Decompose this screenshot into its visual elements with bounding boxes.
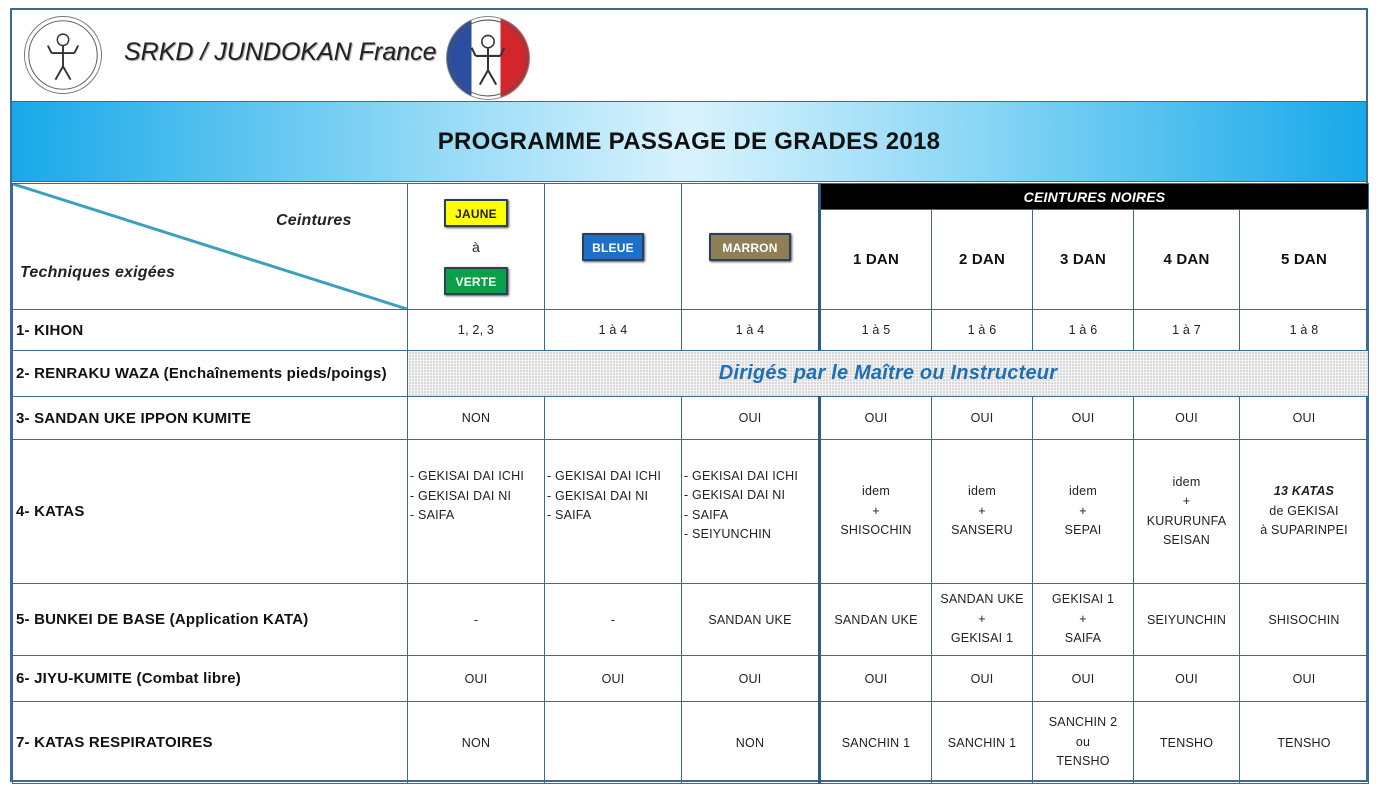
grades-table xyxy=(12,183,1369,784)
table-row-sandan xyxy=(13,397,1369,440)
kata-item: - SAIFA xyxy=(684,507,729,522)
kata-item: - SAIFA xyxy=(410,508,455,523)
kata-item: - GEKISAI DAI ICHI xyxy=(684,468,799,483)
katas-dan2-cell xyxy=(932,440,1033,584)
cell: OUI xyxy=(408,656,545,702)
belts-label: Ceintures xyxy=(276,212,352,229)
kata-item: SANSERU xyxy=(951,523,1013,538)
row-label-bunkei: 5- BUNKEI DE BASE (Application KATA) xyxy=(13,584,408,656)
row-label-sandan: 3- SANDAN UKE IPPON KUMITE xyxy=(13,397,408,440)
katas-bleue-cell xyxy=(545,440,682,584)
cell: OUI xyxy=(820,656,932,702)
kata-item: - GEKISAI DAI NI xyxy=(684,488,786,502)
kata-item: - GEKISAI DAI ICHI xyxy=(410,469,525,484)
table-row-bunkei xyxy=(13,584,1369,656)
cell: 1 à 7 xyxy=(1134,310,1240,351)
table-row-jiyu xyxy=(13,656,1369,702)
kata-item: - GEKISAI DAI ICHI xyxy=(547,469,662,484)
kata-plus: + xyxy=(1182,494,1191,508)
cell xyxy=(545,397,682,440)
cell: TENSHO xyxy=(1134,702,1240,784)
dan-2-header: 2 DAN xyxy=(932,210,1033,310)
respi-dan3-cell xyxy=(1033,702,1134,784)
cell: 1, 2, 3 xyxy=(408,310,545,351)
bunkei-dan2-cell xyxy=(932,584,1033,656)
kata-item: SHISOCHIN xyxy=(840,523,912,538)
bunkei-plus: + xyxy=(978,611,986,626)
kata-item: - SEIYUNCHIN xyxy=(684,527,772,541)
title-banner xyxy=(12,102,1366,182)
row-label-kihon: 1- KIHON xyxy=(13,310,408,351)
table-row-renraku xyxy=(13,351,1369,397)
kata-plus: + xyxy=(1079,503,1087,518)
cell: 1 à 6 xyxy=(932,310,1033,351)
black-belts-header: CEINTURES NOIRES xyxy=(820,184,1369,210)
cell: - xyxy=(408,584,545,656)
cell: OUI xyxy=(1033,656,1134,702)
belt-verte-badge: VERTE xyxy=(444,267,508,295)
diagonal-line xyxy=(13,184,407,309)
cell: OUI xyxy=(932,656,1033,702)
corner-header-cell xyxy=(13,184,408,310)
respi-item: SANCHIN 2 xyxy=(1048,715,1118,730)
page-title: PROGRAMME PASSAGE DE GRADES 2018 xyxy=(437,127,941,155)
bunkei-item: SANDAN UKE xyxy=(940,592,1024,607)
cell: OUI xyxy=(1134,656,1240,702)
cell: OUI xyxy=(1240,397,1369,440)
belt-marron-header xyxy=(682,184,820,310)
kata-item: à SUPARINPEI xyxy=(1260,523,1348,538)
bunkei-item: SAIFA xyxy=(1064,631,1102,646)
cell: SEIYUNCHIN xyxy=(1134,584,1240,656)
kata-item: idem xyxy=(968,484,996,499)
dan-3-header: 3 DAN xyxy=(1033,210,1134,310)
katas-dan4-cell xyxy=(1134,440,1240,584)
kata-item: idem xyxy=(1172,474,1201,489)
table-row-katas xyxy=(13,440,1369,584)
table-row-kihon xyxy=(13,310,1369,351)
bunkei-dan3-cell xyxy=(1033,584,1134,656)
renraku-merged-cell xyxy=(408,351,1369,397)
bunkei-item: GEKISAI 1 xyxy=(950,631,1014,646)
header xyxy=(12,10,1366,102)
org-name: SRKD / JUNDOKAN France xyxy=(124,38,437,66)
belt-bleue-header xyxy=(545,184,682,310)
cell: OUI xyxy=(1033,397,1134,440)
cell: OUI xyxy=(545,656,682,702)
kata-item: KURURUNFA xyxy=(1146,513,1227,528)
belt-marron-badge: MARRON xyxy=(709,233,791,261)
cell: SANCHIN 1 xyxy=(932,702,1033,784)
srkd-logo xyxy=(24,16,102,94)
cell: - xyxy=(545,584,682,656)
bunkei-item: GEKISAI 1 xyxy=(1051,592,1115,607)
directed-note: Dirigés par le Maître ou Instructeur xyxy=(718,362,1058,384)
cell: 1 à 5 xyxy=(820,310,932,351)
cell: 1 à 8 xyxy=(1240,310,1369,351)
cell: OUI xyxy=(682,397,820,440)
respi-item: TENSHO xyxy=(1056,754,1110,769)
respi-or: ou xyxy=(1075,734,1091,749)
kata-plus: + xyxy=(872,503,880,518)
cell: OUI xyxy=(820,397,932,440)
kata-item: - GEKISAI DAI NI xyxy=(547,488,649,503)
belt-range-separator: à xyxy=(472,238,480,255)
jundokan-emblem-icon xyxy=(447,17,529,99)
kata-item: SEISAN xyxy=(1162,533,1211,547)
cell: 1 à 6 xyxy=(1033,310,1134,351)
cell: OUI xyxy=(682,656,820,702)
katas-jaune-cell xyxy=(408,440,545,584)
karateka-emblem-icon xyxy=(25,17,101,93)
katas-dan3-cell xyxy=(1033,440,1134,584)
belt-jaune-verte-header xyxy=(408,184,545,310)
cell: SANDAN UKE xyxy=(820,584,932,656)
dan-5-header: 5 DAN xyxy=(1240,210,1369,310)
kata-item: - SAIFA xyxy=(547,508,592,523)
cell xyxy=(545,702,682,784)
cell: OUI xyxy=(1240,656,1369,702)
kata-item: idem xyxy=(1069,484,1097,499)
belt-jaune-badge: JAUNE xyxy=(444,199,508,227)
cell: SHISOCHIN xyxy=(1240,584,1369,656)
kata-count: 13 KATAS xyxy=(1273,484,1335,499)
row-label-katas: 4- KATAS xyxy=(13,440,408,584)
cell: 1 à 4 xyxy=(545,310,682,351)
cell: NON xyxy=(408,702,545,784)
belt-bleue-badge: BLEUE xyxy=(582,233,644,261)
cell: SANCHIN 1 xyxy=(820,702,932,784)
katas-dan1-cell xyxy=(820,440,932,584)
kata-item: SEPAI xyxy=(1064,523,1102,538)
cell: TENSHO xyxy=(1240,702,1369,784)
table-row-respi xyxy=(13,702,1369,784)
techniques-label: Techniques exigées xyxy=(20,264,176,281)
kata-plus: + xyxy=(978,503,986,518)
dan-1-header: 1 DAN xyxy=(820,210,932,310)
cell: NON xyxy=(682,702,820,784)
kata-item: - GEKISAI DAI NI xyxy=(410,488,512,503)
katas-marron-cell xyxy=(682,440,820,584)
row-label-respi: 7- KATAS RESPIRATOIRES xyxy=(13,702,408,784)
cell: SANDAN UKE xyxy=(682,584,820,656)
cell: OUI xyxy=(932,397,1033,440)
cell: NON xyxy=(408,397,545,440)
row-label-jiyu: 6- JIYU-KUMITE (Combat libre) xyxy=(13,656,408,702)
row-label-renraku: 2- RENRAKU WAZA (Enchaînements pieds/poings) xyxy=(13,351,408,397)
document-frame xyxy=(10,8,1368,782)
cell: 1 à 4 xyxy=(682,310,820,351)
dan-4-header: 4 DAN xyxy=(1134,210,1240,310)
cell: OUI xyxy=(1134,397,1240,440)
kata-item: de GEKISAI xyxy=(1269,503,1339,518)
katas-dan5-cell xyxy=(1240,440,1369,584)
jundokan-logo xyxy=(446,16,530,100)
bunkei-plus: + xyxy=(1079,611,1087,626)
kata-item: idem xyxy=(862,484,890,499)
